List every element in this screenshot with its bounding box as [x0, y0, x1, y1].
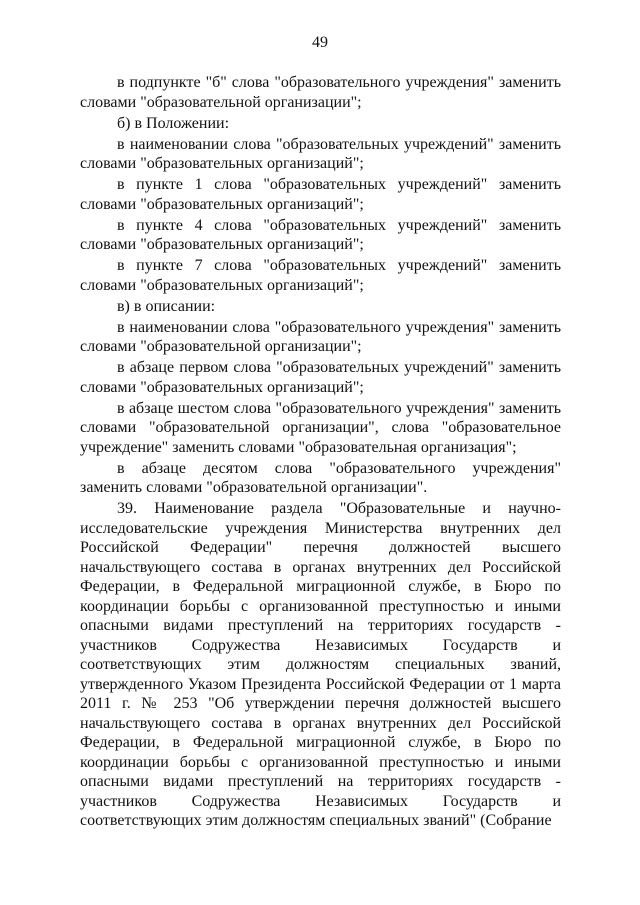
paragraph-first-clause: в абзаце первом слова "образовательных учреждений" заменить словами "образовательных организаций";: [80, 359, 561, 396]
paragraph-point-1: в пункте 1 слова "образовательных учреждений" заменить словами "образовательных организаций";: [80, 176, 561, 213]
paragraph-point-7: в пункте 7 слова "образовательных учреждений" заменить словами "образовательных организаций";: [80, 257, 561, 294]
paragraph-description-title: в наименовании слова "образовательного учреждения" заменить словами "образовательной организации";: [80, 318, 561, 355]
paragraph-sixth-clause: в абзаце шестом слова "образовательного учреждения" заменить словами "образовательной организации", слова "образовательное учреждение" заменить словами "образовательная организация";: [80, 399, 561, 456]
document-body: [80, 73, 561, 831]
paragraph-b-in-regulation: б) в Положении:: [117, 114, 230, 132]
paragraph-regulation-title: в наименовании слова "образовательных учреждений" заменить словами "образовательных организаций";: [80, 135, 561, 172]
paragraph-tenth-clause: в абзаце десятом слова "образовательного учреждения" заменить словами "образовательной организации".: [80, 459, 561, 496]
paragraph-point-4: в пункте 4 слова "образовательных учреждений" заменить словами "образовательных организаций";: [80, 216, 561, 253]
paragraph-v-in-description: в) в описании:: [117, 297, 216, 315]
paragraph-subitem-b-replacement: в подпункте "б" слова "образовательного учреждения" заменить словами "образовательной организации";: [80, 74, 561, 111]
paragraph-item-39: 39. Наименование раздела "Образовательные и научно-исследовательские учреждения Министерства внутренних дел Российской Федерации" перечня должностей высшего начальствующего состава в органах внутренних дел Российской Федерации, в Федеральной миграционной службе, в Бюро по координации борьбы с организованной преступностью и иными опасными видами преступлений на территориях государств - участников Содружества Независимых Государств и соответствующих этим должностям специальных званий, утвержденного Указом Президента Российской Федерации от 1 марта 2011 г. № 253 "Об утверждении перечня должностей высшего начальствующего состава в органах внутренних дел Российской Федерации, в Федеральной миграционной службе, в Бюро по координации борьбы с организованной преступностью и иными опасными видами преступлений на территориях государств - участников Содружества Независимых Государств и соответствующих этим должностям специальных званий" (Собрание: [80, 500, 561, 829]
page-number: 49: [312, 34, 328, 51]
